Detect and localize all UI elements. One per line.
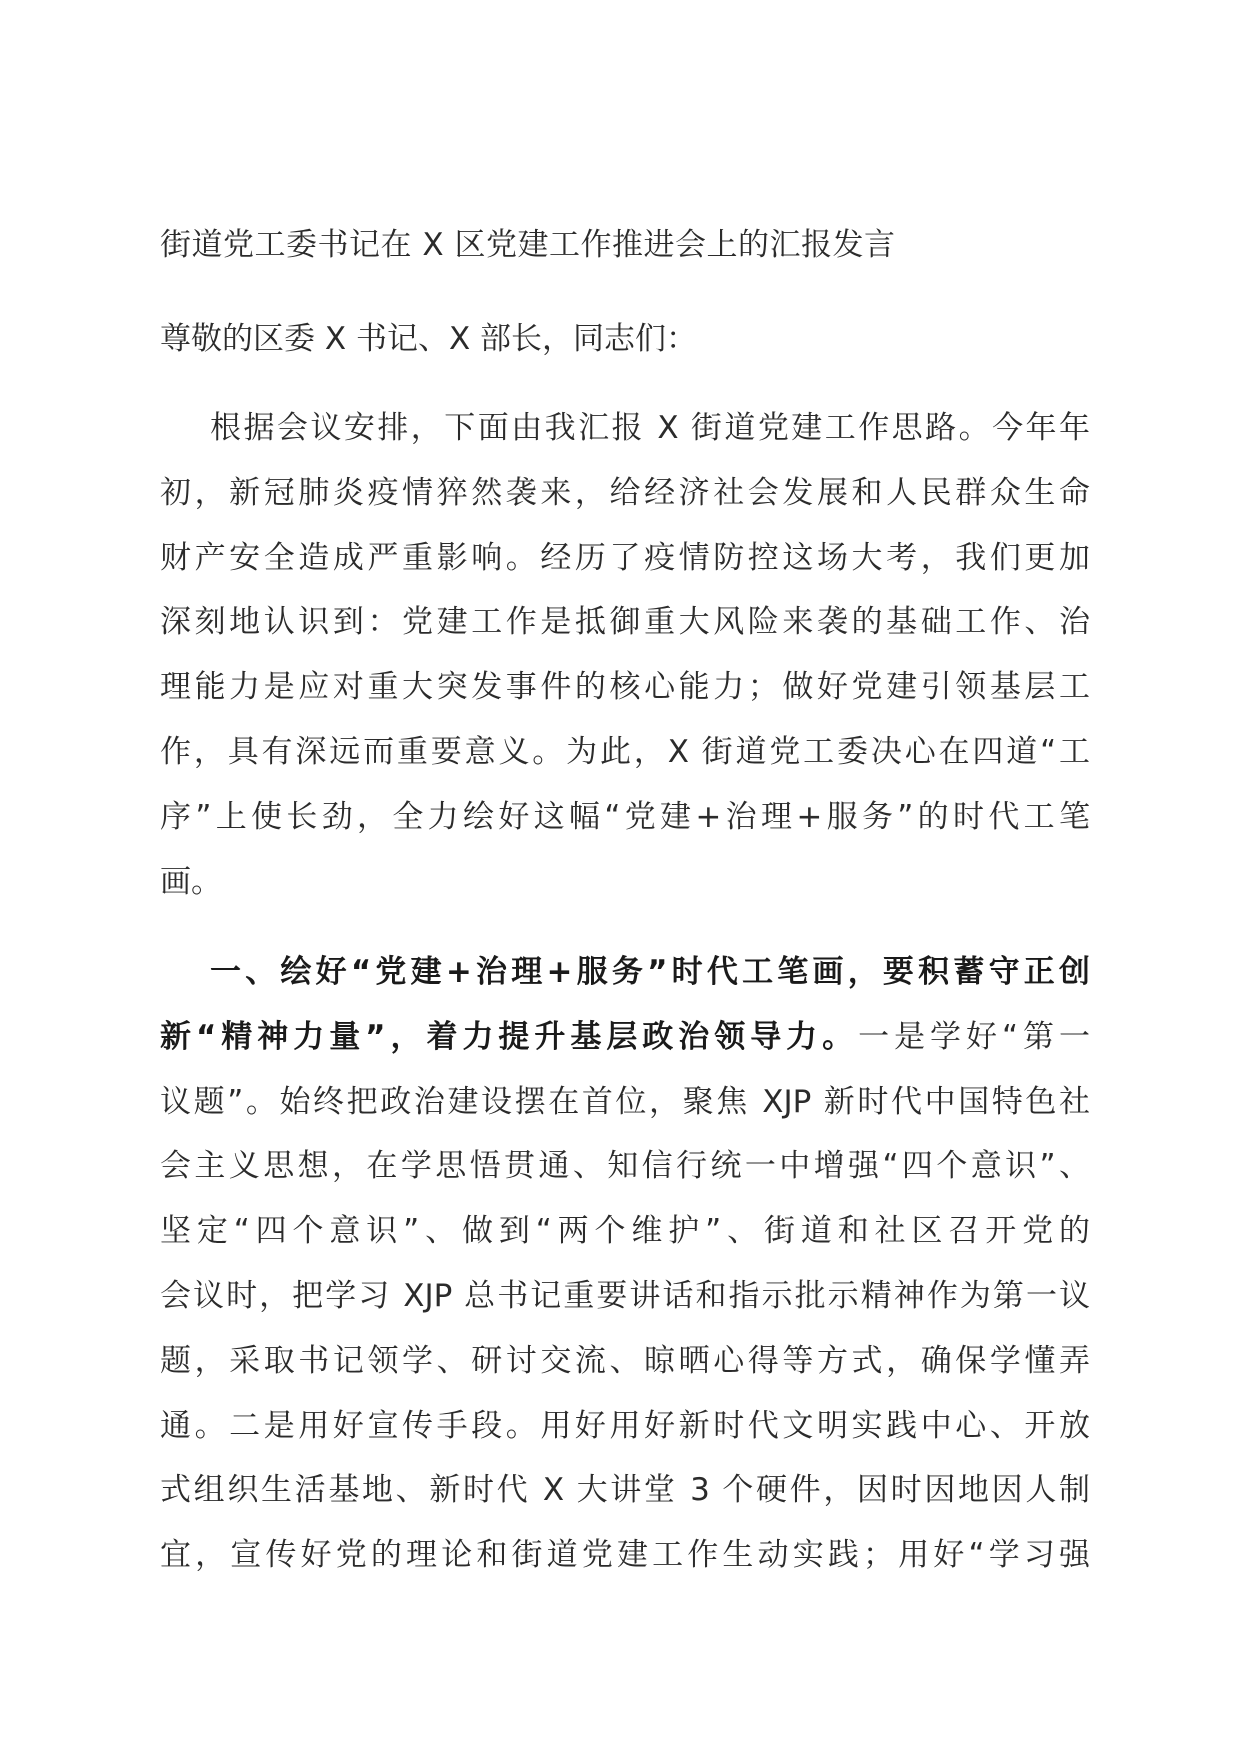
paragraph-intro bbox=[160, 396, 1090, 914]
paragraph-line: 作，具有深远而重要意义。为此，X 街道党工委决心在四道“工 bbox=[160, 733, 1090, 770]
paragraph-line: 议题”。始终把政治建设摆在首位，聚焦 XJP 新时代中国特色社 bbox=[160, 1083, 1090, 1120]
paragraph-line: 宜，宣传好党的理论和街道党建工作生动实践；用好“学习强 bbox=[160, 1537, 1090, 1574]
paragraph-line bbox=[160, 940, 1090, 1005]
paragraph-line: 通。二是用好宣传手段。用好用好新时代文明实践中心、开放 bbox=[160, 1407, 1090, 1444]
document-page bbox=[160, 0, 1090, 1754]
document-title: 街道党工委书记在 X 区党建工作推进会上的汇报发言 bbox=[160, 227, 896, 263]
paragraph-line: 初，新冠肺炎疫情猝然袭来，给经济社会发展和人民群众生命 bbox=[160, 474, 1090, 511]
paragraph-line: 会议时，把学习 XJP 总书记重要讲话和指示批示精神作为第一议 bbox=[160, 1277, 1090, 1314]
salutation: 尊敬的区委 X 书记、X 部长，同志们： bbox=[160, 321, 698, 357]
paragraph-line: 理能力是应对重大突发事件的核心能力；做好党建引领基层工 bbox=[160, 669, 1090, 706]
paragraph-line: 序”上使长劲，全力绘好这幅“党建+治理+服务”的时代工笔 bbox=[160, 798, 1090, 835]
section-heading-continued: 新“精神力量”，着力提升基层政治领导力。 bbox=[160, 1018, 859, 1055]
paragraph-line: 财产安全造成严重影响。经历了疫情防控这场大考，我们更加 bbox=[160, 539, 1090, 576]
paragraph-line: 根据会议安排，下面由我汇报 X 街道党建工作思路。今年年 bbox=[210, 410, 1090, 446]
paragraph-line: 画。 bbox=[160, 863, 222, 900]
paragraph-line: 会主义思想，在学思悟贯通、知信行统一中增强“四个意识”、 bbox=[160, 1148, 1090, 1185]
paragraph-section-one bbox=[160, 940, 1090, 1588]
paragraph-line: 深刻地认识到：党建工作是抵御重大风险来袭的基础工作、治 bbox=[160, 604, 1090, 641]
paragraph-line: 坚定“四个意识”、做到“两个维护”、街道和社区召开党的 bbox=[160, 1213, 1090, 1250]
paragraph-text: 一是学好“第一 bbox=[858, 1018, 1090, 1055]
paragraph-line bbox=[160, 1005, 1090, 1070]
paragraph-line: 式组织生活基地、新时代 X 大讲堂 3 个硬件，因时因地因人制 bbox=[160, 1472, 1090, 1509]
section-heading: 一、绘好“党建+治理+服务”时代工笔画，要积蓄守正创 bbox=[210, 954, 1090, 990]
paragraph-line: 题，采取书记领学、研讨交流、晾晒心得等方式，确保学懂弄 bbox=[160, 1342, 1090, 1379]
